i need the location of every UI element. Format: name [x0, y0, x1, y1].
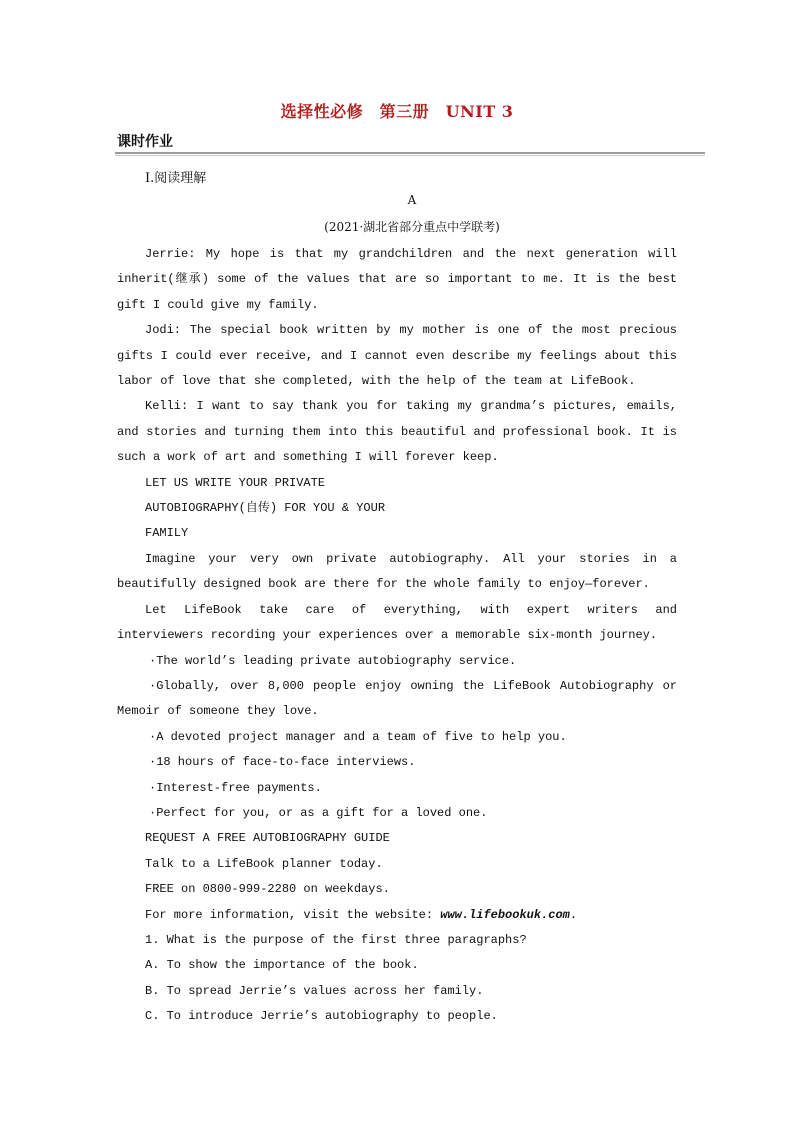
- heading-rule: [115, 152, 705, 154]
- ad-phone: FREE on 0800-999-2280 on weekdays.: [145, 882, 390, 897]
- page-title: 选择性必修 第三册 UNIT 3: [280, 102, 514, 121]
- question-option-b: B. To spread Jerrie’s values across her family.: [145, 983, 484, 998]
- paragraph-jerrie: Jerrie: My hope is that my grandchildren and the next generation will inherit(继承) some of the values that are so important to me. It is the best gift I could give my family.: [117, 247, 677, 312]
- passage-source: (2021·湖北省部分重点中学联考): [324, 220, 500, 234]
- ad-talk: Talk to a LifeBook planner today.: [145, 856, 383, 871]
- ad-bullet: ·18 hours of face-to-face interviews.: [149, 755, 416, 770]
- ad-intro-paragraph: Let LifeBook take care of everything, with expert writers and interviewers recording your experiences over a memorable six-month journey.: [117, 602, 677, 643]
- passage-body: [117, 242, 677, 1030]
- paragraph-jodi: Jodi: The special book written by my mother is one of the most precious gifts I could ever receive, and I cannot even describe my feelings about this labor of love that she completed, with the help of the team at LifeBook.: [117, 323, 677, 389]
- ad-bullet: ·Globally, over 8,000 people enjoy owning the LifeBook Autobiography or Memoir of someone they love.: [117, 678, 677, 719]
- ad-bullet: ·The world’s leading private autobiography service.: [149, 653, 517, 668]
- website-link[interactable]: www.lifebookuk.com: [440, 907, 570, 922]
- ad-info-suffix: .: [569, 907, 578, 922]
- ad-bullet: ·A devoted project manager and a team of five to help you.: [149, 729, 567, 744]
- ad-request: REQUEST A FREE AUTOBIOGRAPHY GUIDE: [145, 831, 390, 846]
- ad-heading-line: FAMILY: [145, 526, 189, 541]
- part-heading: Ⅰ.阅读理解: [145, 171, 207, 186]
- ad-heading-line: AUTOBIOGRAPHY(自传) FOR YOU & YOUR: [145, 501, 386, 516]
- ad-heading-line: LET US WRITE YOUR PRIVATE: [145, 475, 326, 490]
- ad-info-prefix: For more information, visit the website:: [145, 907, 441, 922]
- ad-bullet: ·Perfect for you, or as a gift for a loved one.: [149, 805, 488, 820]
- paragraph-kelli: Kelli: I want to say thank you for taking my grandma’s pictures, emails, and stories and turning them into this beautiful and professional book. It is such a work of art and something I will forever keep.: [117, 399, 677, 465]
- passage-letter: A: [407, 193, 417, 207]
- question-option-c: C. To introduce Jerrie’s autobiography to people.: [145, 1009, 498, 1024]
- ad-bullet: ·Interest-free payments.: [149, 780, 322, 795]
- ad-intro-paragraph: Imagine your very own private autobiography. All your stories in a beautifully designed book are there for the whole family to enjoy—forever.: [117, 551, 677, 592]
- question-stem: 1. What is the purpose of the first three paragraphs?: [145, 932, 527, 947]
- question-option-a: A. To show the importance of the book.: [145, 958, 419, 973]
- section-heading: 课时作业: [117, 134, 173, 150]
- ad-info-line: [117, 903, 677, 928]
- heading-rule-secondary: [115, 155, 705, 156]
